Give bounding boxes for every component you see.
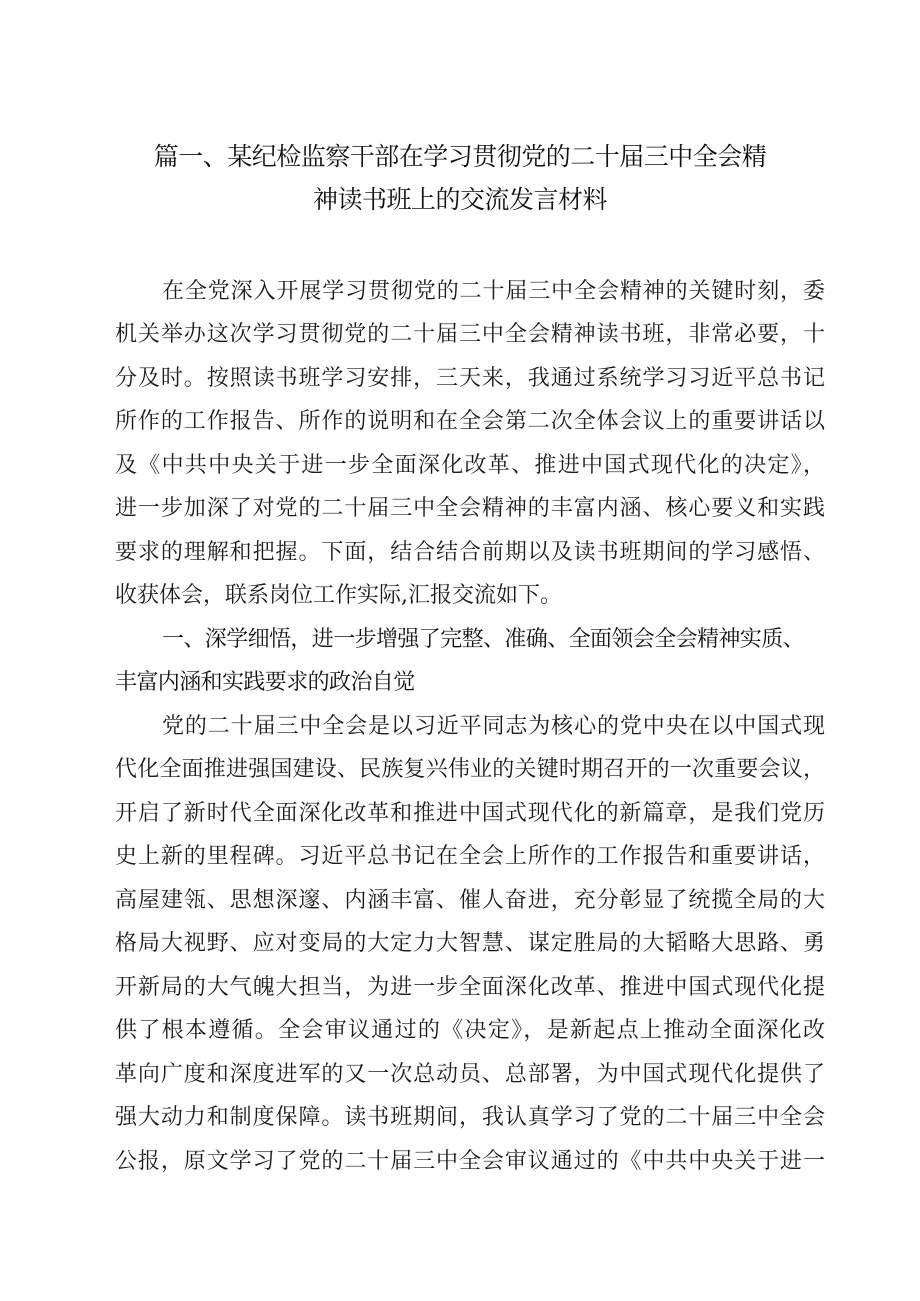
paragraph-line: 分及时。按照读书班学习安排，三天来，我通过系统学习习近平总书记 bbox=[115, 366, 825, 391]
paragraph-line: 高屋建瓴、思想深邃、内涵丰富、催人奋进，充分彰显了统揽全局的大 bbox=[115, 888, 825, 913]
paragraph-line: 史上新的里程碑。习近平总书记在全会上所作的工作报告和重要讲话， bbox=[115, 844, 825, 869]
paragraph-line: 革向广度和深度进军的又一次总动员、总部署，为中国式现代化提供了 bbox=[115, 1062, 825, 1087]
paragraph-line: 机关举办这次学习贯彻党的二十届三中全会精神读书班，非常必要，十 bbox=[115, 322, 825, 347]
paragraph-line: 要求的理解和把握。下面，结合结合前期以及读书班期间的学习感悟、 bbox=[115, 540, 825, 565]
paragraph-line: 进一步加深了对党的二十届三中全会精神的丰富内涵、核心要义和实践 bbox=[115, 496, 825, 521]
paragraph-line: 公报，原文学习了党的二十届三中全会审议通过的《中共中央关于进一 bbox=[115, 1149, 825, 1174]
paragraph-line: 开启了新时代全面深化改革和推进中国式现代化的新篇章，是我们党历 bbox=[115, 801, 825, 826]
paragraph-line: 及《中共中央关于进一步全面深化改革、推进中国式现代化的决定》， bbox=[115, 453, 825, 478]
paragraph-line: 格局大视野、应对变局的大定力大智慧、谋定胜局的大韬略大思路、勇 bbox=[115, 931, 825, 956]
paragraph-line: 代化全面推进强国建设、民族复兴伟业的关键时期召开的一次重要会议， bbox=[115, 757, 825, 782]
paragraph-line: 收获体会，联系岗位工作实际,汇报交流如下。 bbox=[115, 583, 562, 608]
section-heading-line-2: 丰富内涵和实践要求的政治自觉 bbox=[115, 670, 415, 695]
paragraph-line: 党的二十届三中全会是以习近平同志为核心的党中央在以中国式现 bbox=[162, 714, 825, 739]
section-heading-line-1: 一、深学细悟，进一步增强了完整、准确、全面领会全会精神实质、 bbox=[162, 627, 805, 652]
paragraph-line: 所作的工作报告、所作的说明和在全会第二次全体会议上的重要讲话以 bbox=[115, 409, 825, 434]
paragraph-line: 开新局的大气魄大担当，为进一步全面深化改革、推进中国式现代化提 bbox=[115, 975, 825, 1000]
paragraph-line: 供了根本遵循。全会审议通过的《决定》，是新起点上推动全面深化改 bbox=[115, 1018, 825, 1043]
paragraph-line: 强大动力和制度保障。读书班期间，我认真学习了党的二十届三中全会 bbox=[115, 1105, 825, 1130]
document-title-line-1: 篇一、某纪检监察干部在学习贯彻党的二十届三中全会精 bbox=[153, 142, 767, 171]
paragraph-line: 在全党深入开展学习贯彻党的二十届三中全会精神的关键时刻，委 bbox=[162, 279, 825, 304]
document-title-line-2: 神读书班上的交流发言材料 bbox=[312, 185, 607, 214]
